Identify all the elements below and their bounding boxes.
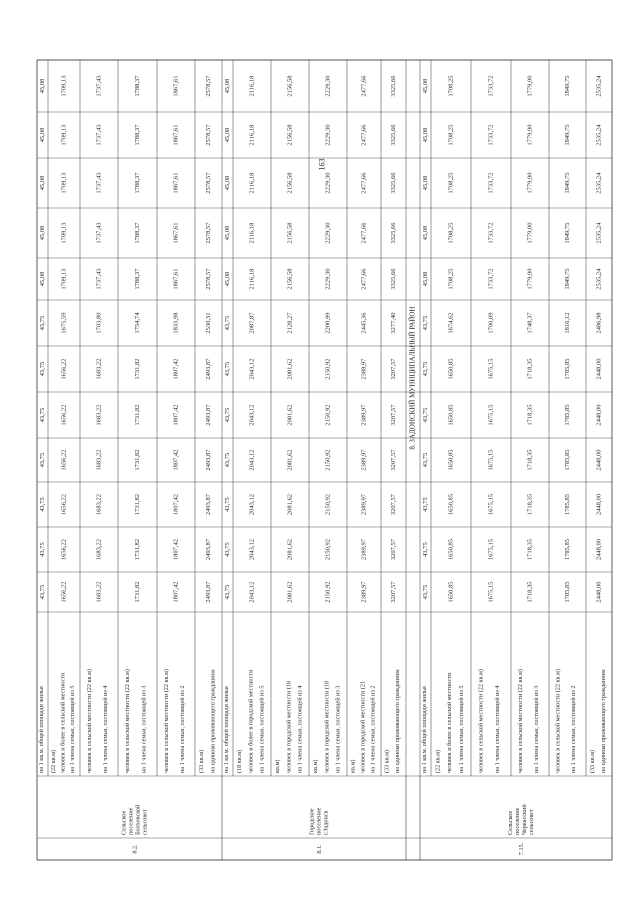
row-label: на 1 члена семьи, состоящей из 2 [178, 685, 186, 773]
value-cell: 1733,72 [487, 124, 495, 146]
value-cell: 1785,85 [563, 493, 571, 516]
value-cell: 2200,99 [324, 312, 332, 334]
value-cell: 1703,80 [95, 312, 103, 334]
value-cell: 1833,98 [172, 312, 180, 334]
row-label: (22 кв.м) [50, 749, 58, 773]
value-cell: 43,75 [38, 407, 46, 423]
value-cell: 2389,97 [360, 358, 368, 380]
value-cell: 2150,92 [324, 493, 332, 516]
value-cell: 2535,24 [595, 268, 603, 290]
value-cell: 1718,35 [526, 581, 534, 603]
value-cell: 2389,97 [360, 581, 368, 603]
value-cell: 2116,18 [248, 222, 256, 244]
value-cell: 2448,00 [595, 581, 603, 603]
value-cell: 2081,62 [286, 538, 294, 561]
value-cell: 1708,25 [447, 172, 455, 194]
value-cell: 2578,57 [204, 222, 212, 244]
value-cell: 2477,66 [360, 268, 368, 290]
value-cell: 1867,61 [172, 124, 180, 146]
settlement-name: г.Задонск [322, 810, 330, 835]
value-cell: 2389,97 [360, 449, 368, 471]
value-cell: 2493,87 [204, 581, 212, 603]
value-cell: 1650,85 [447, 538, 455, 561]
row-label: на 1 члена семьи, состоящей из 3 [140, 685, 148, 773]
value-cell: 2535,24 [595, 124, 603, 146]
value-cell: 2150,92 [324, 581, 332, 603]
settlement-name: поселение [315, 807, 323, 835]
row-label: на 1 кв.м. общей площади жилья [223, 686, 231, 773]
value-cell: 1779,00 [526, 222, 534, 244]
value-cell: 3207,57 [389, 538, 397, 561]
value-cell: 1807,42 [172, 404, 180, 426]
value-cell: 2389,97 [360, 493, 368, 516]
value-cell: 2578,57 [204, 268, 212, 290]
value-cell: 1807,42 [172, 581, 180, 603]
value-cell: 1849,75 [563, 172, 571, 194]
value-cell: 1718,35 [526, 493, 534, 516]
row-label: человек в городской местности (21 [359, 680, 367, 773]
section-heading: 8. ЗАДОНСКИЙ МУНИЦИПАЛЬНЫЙ РАЙОН [408, 306, 417, 450]
value-cell: 2229,30 [324, 172, 332, 194]
value-cell: 1709,13 [60, 124, 68, 146]
settlement-name: поселение [127, 807, 135, 835]
row-label: на 1 кв.м. общей площади жилья [421, 686, 429, 773]
value-cell: 1656,22 [60, 404, 68, 426]
value-cell: 1788,37 [133, 124, 141, 146]
value-cell: 3325,66 [389, 268, 397, 290]
value-cell: 45,08 [38, 271, 46, 287]
value-cell: 2448,00 [595, 493, 603, 516]
value-cell: 1683,22 [95, 538, 103, 561]
value-cell: 3207,57 [389, 449, 397, 471]
row-label: (22 кв.м) [434, 749, 442, 773]
value-cell: 1807,42 [172, 358, 180, 380]
value-cell: 43,75 [421, 497, 429, 512]
value-cell: 2493,87 [204, 538, 212, 561]
value-cell: 3207,57 [389, 493, 397, 516]
value-cell: 45,08 [421, 127, 429, 143]
row-label: кв.м) [274, 759, 282, 773]
value-cell: 43,75 [421, 361, 429, 377]
value-cell: 1709,13 [60, 75, 68, 97]
value-cell: 1807,42 [172, 493, 180, 516]
row-label: на 1 члена семьи, состоящей из 5 [68, 685, 76, 773]
value-cell: 1737,43 [95, 124, 103, 146]
row-label: человек в городской местности (18 [323, 680, 331, 773]
value-cell: 2043,12 [248, 493, 256, 516]
value-cell: 1867,61 [172, 222, 180, 244]
row-label: на 1 члена семьи, состоящей из 4 [494, 685, 502, 773]
value-cell: 2477,66 [360, 222, 368, 244]
value-cell: 1675,15 [487, 493, 495, 516]
value-cell: 1656,22 [60, 358, 68, 380]
value-cell: 43,75 [421, 584, 429, 600]
value-cell: 45,08 [421, 225, 429, 241]
value-cell: 2081,62 [286, 358, 294, 380]
settlement-name: поселение [513, 807, 521, 835]
value-cell: 2535,24 [595, 222, 603, 244]
value-cell: 1675,59 [60, 312, 68, 334]
value-cell: 2229,30 [324, 222, 332, 244]
value-cell: 2116,18 [248, 172, 256, 194]
value-cell: 2229,30 [324, 268, 332, 290]
value-cell: 1788,37 [133, 268, 141, 290]
value-cell: 2156,58 [286, 75, 294, 97]
value-cell: 2150,92 [324, 404, 332, 426]
value-cell: 2150,92 [324, 358, 332, 380]
value-cell: 2081,62 [286, 449, 294, 471]
value-cell: 1733,72 [487, 268, 495, 290]
value-cell: 2389,97 [360, 538, 368, 561]
value-cell: 43,75 [223, 361, 231, 377]
value-cell: 1656,22 [60, 538, 68, 561]
value-cell: 2128,27 [286, 312, 294, 334]
row-label: кв.м) [312, 759, 320, 773]
value-cell: 1718,35 [526, 538, 534, 561]
value-cell: 2493,87 [204, 449, 212, 471]
value-cell: 1683,22 [95, 358, 103, 380]
row-label: человек в сельской местности (22 кв.м) [124, 669, 132, 773]
value-cell: 45,08 [421, 78, 429, 94]
value-cell: 1807,42 [172, 538, 180, 561]
row-label: на 1 кв.м. общей площади жилья [38, 686, 46, 773]
value-cell: 1737,43 [95, 222, 103, 244]
value-cell: 43,75 [421, 452, 429, 468]
row-label: на одиноко проживающего гражданина [209, 669, 217, 773]
value-cell: 1788,37 [133, 172, 141, 194]
row-label: (18 кв.м) [236, 749, 244, 773]
value-cell: 2043,12 [248, 538, 256, 561]
value-cell: 1650,85 [447, 449, 455, 471]
section-number: 7.15. [517, 842, 525, 856]
value-cell: 1807,42 [172, 449, 180, 471]
value-cell: 2156,58 [286, 124, 294, 146]
value-cell: 1779,00 [526, 172, 534, 194]
value-cell: 1656,22 [60, 449, 68, 471]
value-cell: 45,08 [223, 78, 231, 94]
value-cell: 45,08 [421, 175, 429, 191]
value-cell: 2448,00 [595, 404, 603, 426]
value-cell: 2229,30 [324, 124, 332, 146]
value-cell: 1675,15 [487, 538, 495, 561]
value-cell: 1849,75 [563, 268, 571, 290]
settlement-name: Городское [308, 808, 316, 835]
value-cell: 1718,35 [526, 449, 534, 471]
row-label: человек в сельской местности (22 кв.м) [85, 669, 93, 773]
value-cell: 1708,25 [447, 222, 455, 244]
value-cell: 1785,85 [563, 404, 571, 426]
value-cell: 1731,82 [133, 538, 141, 561]
value-cell: 1731,82 [133, 449, 141, 471]
value-cell: 3325,66 [389, 124, 397, 146]
value-cell: 1779,00 [526, 75, 534, 97]
value-cell: 2448,00 [595, 538, 603, 561]
row-label: на одиноко проживающего гражданина [599, 669, 607, 773]
value-cell: 1675,15 [487, 404, 495, 426]
value-cell: 1650,85 [447, 581, 455, 603]
row-label: человек и более в городской местности [247, 669, 255, 773]
value-cell: 1656,22 [60, 581, 68, 603]
value-cell: 1700,09 [487, 312, 495, 334]
row-label: на 1 члена семьи, состоящей из 5 [458, 685, 466, 773]
value-cell: 2043,12 [248, 358, 256, 380]
value-cell: 2493,87 [204, 493, 212, 516]
value-cell: 2043,12 [248, 581, 256, 603]
value-cell: 1683,22 [95, 581, 103, 603]
value-cell: 1788,37 [133, 75, 141, 97]
row-label: кв.м) [349, 759, 357, 773]
value-cell: 1656,22 [60, 493, 68, 516]
value-cell: 1737,43 [95, 75, 103, 97]
value-cell: 43,75 [38, 542, 46, 557]
value-cell: 2445,36 [360, 312, 368, 334]
value-cell: 43,75 [421, 407, 429, 423]
value-cell: 2486,98 [595, 312, 603, 334]
page-number: 163 [317, 158, 327, 171]
value-cell: 1683,22 [95, 493, 103, 516]
row-label: на одиноко проживающего гражданина [394, 669, 402, 773]
value-cell: 1733,72 [487, 222, 495, 244]
value-cell: 2578,57 [204, 124, 212, 146]
value-cell: 45,08 [38, 78, 46, 94]
value-cell: 1867,61 [172, 75, 180, 97]
row-label: на 1 члена семьи, состоящей из 4 [296, 685, 304, 773]
value-cell: 2389,97 [360, 404, 368, 426]
value-cell: 1683,22 [95, 404, 103, 426]
value-cell: 3207,57 [389, 404, 397, 426]
value-cell: 1748,37 [526, 312, 534, 334]
value-cell: 1849,75 [563, 75, 571, 97]
value-cell: 2087,87 [248, 312, 256, 334]
value-cell: 45,08 [223, 271, 231, 287]
value-cell: 2043,12 [248, 404, 256, 426]
value-cell: 1737,43 [95, 172, 103, 194]
value-cell: 45,08 [38, 127, 46, 143]
row-label: на 1 члена семьи, состоящей из 4 [101, 685, 109, 773]
value-cell: 1785,85 [563, 449, 571, 471]
row-label: на 1 члена семьи, состоящей из 5 [258, 685, 266, 773]
value-cell: 2578,57 [204, 172, 212, 194]
value-cell: 1650,85 [447, 358, 455, 380]
value-cell: 2116,18 [248, 124, 256, 146]
value-cell: 43,75 [38, 315, 46, 331]
value-cell: 43,75 [421, 542, 429, 557]
value-cell: 1754,74 [133, 312, 141, 334]
value-cell: 43,75 [38, 497, 46, 512]
value-cell: 45,08 [223, 225, 231, 241]
row-label: человек в сельской местности (22 кв.м) [162, 669, 170, 773]
value-cell: 1849,75 [563, 222, 571, 244]
value-cell: 43,75 [223, 407, 231, 423]
value-cell: 2229,30 [324, 75, 332, 97]
value-cell: 1708,25 [447, 124, 455, 146]
value-cell: 3325,66 [389, 172, 397, 194]
value-cell: 1816,12 [563, 312, 571, 334]
value-cell: 1867,61 [172, 268, 180, 290]
value-cell: 1737,43 [95, 268, 103, 290]
value-cell: 2477,66 [360, 75, 368, 97]
value-cell: 1867,61 [172, 172, 180, 194]
value-cell: 1709,13 [60, 222, 68, 244]
table-cells [38, 75, 607, 856]
row-label: человек в сельской местности (22 кв.м) [516, 669, 524, 773]
value-cell: 2156,58 [286, 172, 294, 194]
value-cell: 1733,72 [487, 75, 495, 97]
value-cell: 2530,31 [204, 312, 212, 334]
value-cell: 2578,57 [204, 75, 212, 97]
row-label: человек в сельской местности (22 кв.м) [554, 669, 562, 773]
value-cell: 1731,82 [133, 493, 141, 516]
settlement-name: Болховской [134, 804, 142, 835]
row-label: человек в сельской местности (22 кв.м) [477, 669, 485, 773]
value-cell: 43,75 [223, 542, 231, 557]
value-cell: 1650,85 [447, 493, 455, 516]
value-cell: 43,75 [38, 584, 46, 600]
value-cell: 1785,85 [563, 538, 571, 561]
section-number: 8.1. [315, 844, 323, 854]
value-cell: 2116,18 [248, 268, 256, 290]
value-cell: 1718,35 [526, 404, 534, 426]
value-cell: 2535,24 [595, 75, 603, 97]
row-label: (33 кв.м) [588, 749, 596, 773]
value-cell: 3207,57 [389, 581, 397, 603]
row-label: человек и более в сельской местности [446, 672, 454, 773]
value-cell: 2081,62 [286, 493, 294, 516]
value-cell: 2150,92 [324, 538, 332, 561]
value-cell: 43,75 [421, 315, 429, 331]
row-label: на 1 члена семьи, состоящей из 2 [369, 685, 377, 773]
value-cell: 1675,15 [487, 358, 495, 380]
value-cell: 2448,00 [595, 358, 603, 380]
value-cell: 2156,58 [286, 268, 294, 290]
value-cell: 43,75 [223, 584, 231, 600]
settlement-name: сельсовет [141, 809, 149, 835]
value-cell: 45,08 [38, 225, 46, 241]
settlement-name: сельсовет [527, 809, 535, 835]
value-cell: 1674,62 [447, 312, 455, 334]
value-cell: 2535,24 [595, 172, 603, 194]
row-label: (33 кв.м) [198, 749, 206, 773]
row-label: человек и более в сельской местности [59, 672, 67, 773]
value-cell: 1788,37 [133, 222, 141, 244]
value-cell: 45,08 [223, 127, 231, 143]
row-label: на 1 члена семьи, состоящей из 3 [532, 685, 540, 773]
value-cell: 3207,57 [389, 358, 397, 380]
value-cell: 1709,13 [60, 172, 68, 194]
value-cell: 2081,62 [286, 581, 294, 603]
section-number: 8.2. [131, 844, 139, 854]
value-cell: 3325,66 [389, 222, 397, 244]
value-cell: 2493,87 [204, 358, 212, 380]
value-cell: 1709,13 [60, 268, 68, 290]
row-label: на 1 члена семьи, состоящей из 2 [570, 685, 578, 773]
row-label: на 1 члена семьи, состоящей из 3 [334, 685, 342, 773]
value-cell: 1779,00 [526, 124, 534, 146]
value-cell: 1779,00 [526, 268, 534, 290]
value-cell: 2043,12 [248, 449, 256, 471]
value-cell: 1849,75 [563, 124, 571, 146]
value-cell: 1731,82 [133, 581, 141, 603]
value-cell: 1785,85 [563, 581, 571, 603]
value-cell: 1675,15 [487, 581, 495, 603]
value-cell: 1650,85 [447, 404, 455, 426]
value-cell: 1708,25 [447, 75, 455, 97]
value-cell: 43,75 [223, 315, 231, 331]
settlement-name: Черкасский [520, 804, 528, 835]
value-cell: 2156,58 [286, 222, 294, 244]
value-cell: 45,08 [223, 175, 231, 191]
value-cell: 1675,15 [487, 449, 495, 471]
value-cell: 43,75 [223, 452, 231, 468]
value-cell: 43,75 [38, 452, 46, 468]
settlement-name: Сельское [506, 810, 514, 835]
value-cell: 1708,25 [447, 268, 455, 290]
settlement-name: Сельское [120, 810, 128, 835]
value-cell: 1683,22 [95, 449, 103, 471]
value-cell: 2493,87 [204, 404, 212, 426]
value-cell: 1785,85 [563, 358, 571, 380]
value-cell: 1733,72 [487, 172, 495, 194]
value-cell: 45,08 [38, 175, 46, 191]
row-label: человек в городской местности (18 [285, 680, 293, 773]
row-label: (33 кв.м) [383, 749, 391, 773]
value-cell: 2477,66 [360, 124, 368, 146]
value-cell: 2150,92 [324, 449, 332, 471]
value-cell: 1731,82 [133, 404, 141, 426]
value-cell: 43,75 [223, 497, 231, 512]
value-cell: 45,08 [421, 271, 429, 287]
value-cell: 2448,00 [595, 449, 603, 471]
value-cell: 2116,18 [248, 75, 256, 97]
value-cell: 1718,35 [526, 358, 534, 380]
value-cell: 43,75 [38, 361, 46, 377]
value-cell: 1731,82 [133, 358, 141, 380]
value-cell: 2477,66 [360, 172, 368, 194]
value-cell: 3325,66 [389, 75, 397, 97]
value-cell: 2081,62 [286, 404, 294, 426]
value-cell: 3277,40 [389, 312, 397, 334]
